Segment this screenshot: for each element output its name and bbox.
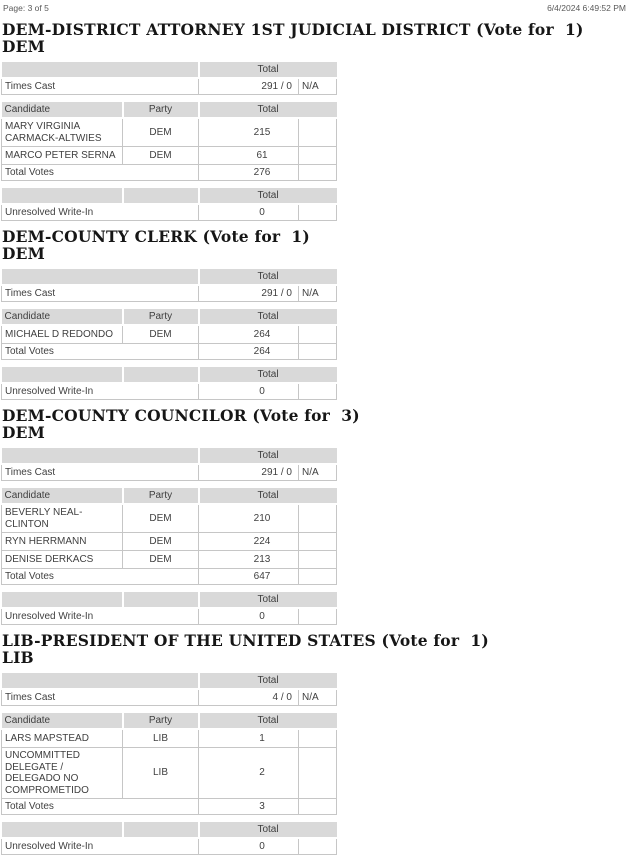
total-votes-label: Total Votes: [2, 344, 199, 360]
party-column-header: Party: [123, 102, 199, 118]
unresolved-write-in-value: 0: [199, 838, 299, 855]
times-cast-label: Times Cast: [2, 689, 199, 706]
candidate-table: [1, 713, 337, 815]
candidate-table: [1, 102, 337, 181]
candidate-name: MICHAEL D REDONDO: [2, 325, 123, 344]
total-votes-row: [2, 165, 337, 181]
candidate-column-header: Candidate: [2, 309, 123, 325]
times-cast-row: [2, 464, 337, 481]
report-timestamp: 6/4/2024 6:49:52 PM: [547, 3, 626, 13]
unresolved-write-in-label: Unresolved Write-In: [2, 383, 199, 400]
candidate-name: RYN HERRMANN: [2, 533, 123, 551]
contest-section: [0, 407, 629, 625]
empty-cell: [299, 165, 337, 181]
empty-header-cell: [123, 367, 199, 383]
empty-header-cell: [2, 448, 199, 464]
candidate-party: DEM: [123, 533, 199, 551]
total-votes-label: Total Votes: [2, 569, 199, 585]
unresolved-write-in-row: [2, 838, 337, 855]
table-header-row: [2, 367, 337, 383]
contest-title: DEM-DISTRICT ATTORNEY 1ST JUDICIAL DISTRICT (Vote for 1): [2, 20, 584, 39]
total-votes-value: 3: [199, 799, 299, 815]
contest-title: DEM-COUNTY CLERK (Vote for 1): [2, 227, 310, 246]
candidate-name: DENISE DERKACS: [2, 551, 123, 569]
candidate-name: MARCO PETER SERNA: [2, 147, 123, 165]
empty-cell: [299, 608, 337, 625]
table-header-row: [2, 673, 337, 689]
total-votes-value: 264: [199, 344, 299, 360]
empty-cell: [299, 325, 337, 344]
times-cast-value: 291 / 0: [199, 464, 299, 481]
candidate-total: 1: [199, 729, 299, 748]
unresolved-write-in-row: [2, 608, 337, 625]
times-cast-label: Times Cast: [2, 464, 199, 481]
empty-cell: [299, 118, 337, 147]
contest-party-label: DEM: [2, 423, 46, 442]
candidate-name: BEVERLY NEAL-CLINTON: [2, 504, 123, 533]
candidate-name: LARS MAPSTEAD: [2, 729, 123, 748]
times-cast-row: [2, 285, 337, 302]
total-votes-row: [2, 569, 337, 585]
contest-title: DEM-COUNTY COUNCILOR (Vote for 3): [2, 406, 360, 425]
total-column-header: Total: [199, 713, 337, 729]
unresolved-write-in-table: [1, 188, 337, 221]
candidate-column-header: Candidate: [2, 713, 123, 729]
empty-header-cell: [2, 367, 123, 383]
total-column-header: Total: [199, 673, 337, 689]
candidate-row: [2, 748, 337, 799]
total-column-header: Total: [199, 488, 337, 504]
times-cast-value: 291 / 0: [199, 78, 299, 95]
candidate-party: DEM: [123, 551, 199, 569]
page-number-label: Page: 3 of 5: [3, 3, 49, 13]
total-column-header: Total: [199, 188, 337, 204]
candidate-total: 264: [199, 325, 299, 344]
table-header-row: [2, 488, 337, 504]
total-votes-row: [2, 344, 337, 360]
candidate-total: 224: [199, 533, 299, 551]
total-votes-row: [2, 799, 337, 815]
times-cast-table: [1, 62, 337, 95]
candidate-table: [1, 488, 337, 585]
total-votes-label: Total Votes: [2, 165, 199, 181]
candidate-row: [2, 729, 337, 748]
times-cast-na: N/A: [299, 689, 337, 706]
empty-cell: [299, 383, 337, 400]
candidate-row: [2, 533, 337, 551]
total-column-header: Total: [199, 269, 337, 285]
unresolved-write-in-table: [1, 822, 337, 855]
times-cast-label: Times Cast: [2, 78, 199, 95]
candidate-party: LIB: [123, 729, 199, 748]
candidate-row: [2, 118, 337, 147]
candidate-party: LIB: [123, 748, 199, 799]
contest-party-label: DEM: [2, 244, 46, 263]
unresolved-write-in-row: [2, 204, 337, 221]
times-cast-label: Times Cast: [2, 285, 199, 302]
candidate-total: 2: [199, 748, 299, 799]
times-cast-table: [1, 448, 337, 481]
total-column-header: Total: [199, 448, 337, 464]
candidate-row: [2, 147, 337, 165]
times-cast-na: N/A: [299, 285, 337, 302]
empty-cell: [299, 748, 337, 799]
candidate-table: [1, 309, 337, 360]
times-cast-table: [1, 269, 337, 302]
candidate-total: 61: [199, 147, 299, 165]
unresolved-write-in-value: 0: [199, 608, 299, 625]
empty-header-cell: [2, 673, 199, 689]
times-cast-na: N/A: [299, 78, 337, 95]
unresolved-write-in-row: [2, 383, 337, 400]
table-header-row: [2, 713, 337, 729]
contest-section: [0, 228, 629, 400]
unresolved-write-in-label: Unresolved Write-In: [2, 608, 199, 625]
total-column-header: Total: [199, 822, 337, 838]
total-votes-value: 647: [199, 569, 299, 585]
times-cast-na: N/A: [299, 464, 337, 481]
candidate-column-header: Candidate: [2, 488, 123, 504]
empty-header-cell: [123, 822, 199, 838]
total-column-header: Total: [199, 592, 337, 608]
candidate-total: 210: [199, 504, 299, 533]
empty-header-cell: [2, 592, 123, 608]
empty-header-cell: [123, 592, 199, 608]
page-header: [0, 0, 629, 14]
table-header-row: [2, 62, 337, 78]
empty-cell: [299, 204, 337, 221]
candidate-column-header: Candidate: [2, 102, 123, 118]
party-column-header: Party: [123, 309, 199, 325]
empty-header-cell: [2, 822, 123, 838]
candidate-row: [2, 551, 337, 569]
unresolved-write-in-value: 0: [199, 383, 299, 400]
table-header-row: [2, 822, 337, 838]
times-cast-table: [1, 673, 337, 706]
unresolved-write-in-label: Unresolved Write-In: [2, 838, 199, 855]
empty-cell: [299, 569, 337, 585]
empty-header-cell: [2, 188, 123, 204]
times-cast-row: [2, 689, 337, 706]
unresolved-write-in-value: 0: [199, 204, 299, 221]
total-votes-value: 276: [199, 165, 299, 181]
candidate-total: 215: [199, 118, 299, 147]
unresolved-write-in-table: [1, 592, 337, 625]
contest-section: [0, 632, 629, 855]
times-cast-row: [2, 78, 337, 95]
times-cast-value: 4 / 0: [199, 689, 299, 706]
contest-title: LIB-PRESIDENT OF THE UNITED STATES (Vote for 1): [2, 631, 489, 650]
candidate-name: MARY VIRGINIA CARMACK-ALTWIES: [2, 118, 123, 147]
total-column-header: Total: [199, 102, 337, 118]
table-header-row: [2, 188, 337, 204]
candidate-party: DEM: [123, 118, 199, 147]
total-column-header: Total: [199, 367, 337, 383]
candidate-party: DEM: [123, 504, 199, 533]
unresolved-write-in-table: [1, 367, 337, 400]
contest-party-label: DEM: [2, 37, 46, 56]
empty-cell: [299, 504, 337, 533]
times-cast-value: 291 / 0: [199, 285, 299, 302]
empty-header-cell: [123, 188, 199, 204]
empty-header-cell: [2, 62, 199, 78]
empty-cell: [299, 344, 337, 360]
candidate-row: [2, 325, 337, 344]
candidate-total: 213: [199, 551, 299, 569]
total-column-header: Total: [199, 309, 337, 325]
table-header-row: [2, 269, 337, 285]
table-header-row: [2, 309, 337, 325]
table-header-row: [2, 102, 337, 118]
table-header-row: [2, 592, 337, 608]
empty-cell: [299, 147, 337, 165]
candidate-party: DEM: [123, 147, 199, 165]
party-column-header: Party: [123, 713, 199, 729]
candidate-row: [2, 504, 337, 533]
contest-section: [0, 21, 629, 221]
candidate-name: UNCOMMITTED DELEGATE / DELEGADO NO COMPROMETIDO: [2, 748, 123, 799]
total-column-header: Total: [199, 62, 337, 78]
total-votes-label: Total Votes: [2, 799, 199, 815]
empty-cell: [299, 838, 337, 855]
party-column-header: Party: [123, 488, 199, 504]
empty-cell: [299, 551, 337, 569]
unresolved-write-in-label: Unresolved Write-In: [2, 204, 199, 221]
empty-cell: [299, 533, 337, 551]
empty-cell: [299, 799, 337, 815]
contest-party-label: LIB: [2, 648, 34, 667]
candidate-party: DEM: [123, 325, 199, 344]
empty-header-cell: [2, 269, 199, 285]
empty-cell: [299, 729, 337, 748]
table-header-row: [2, 448, 337, 464]
